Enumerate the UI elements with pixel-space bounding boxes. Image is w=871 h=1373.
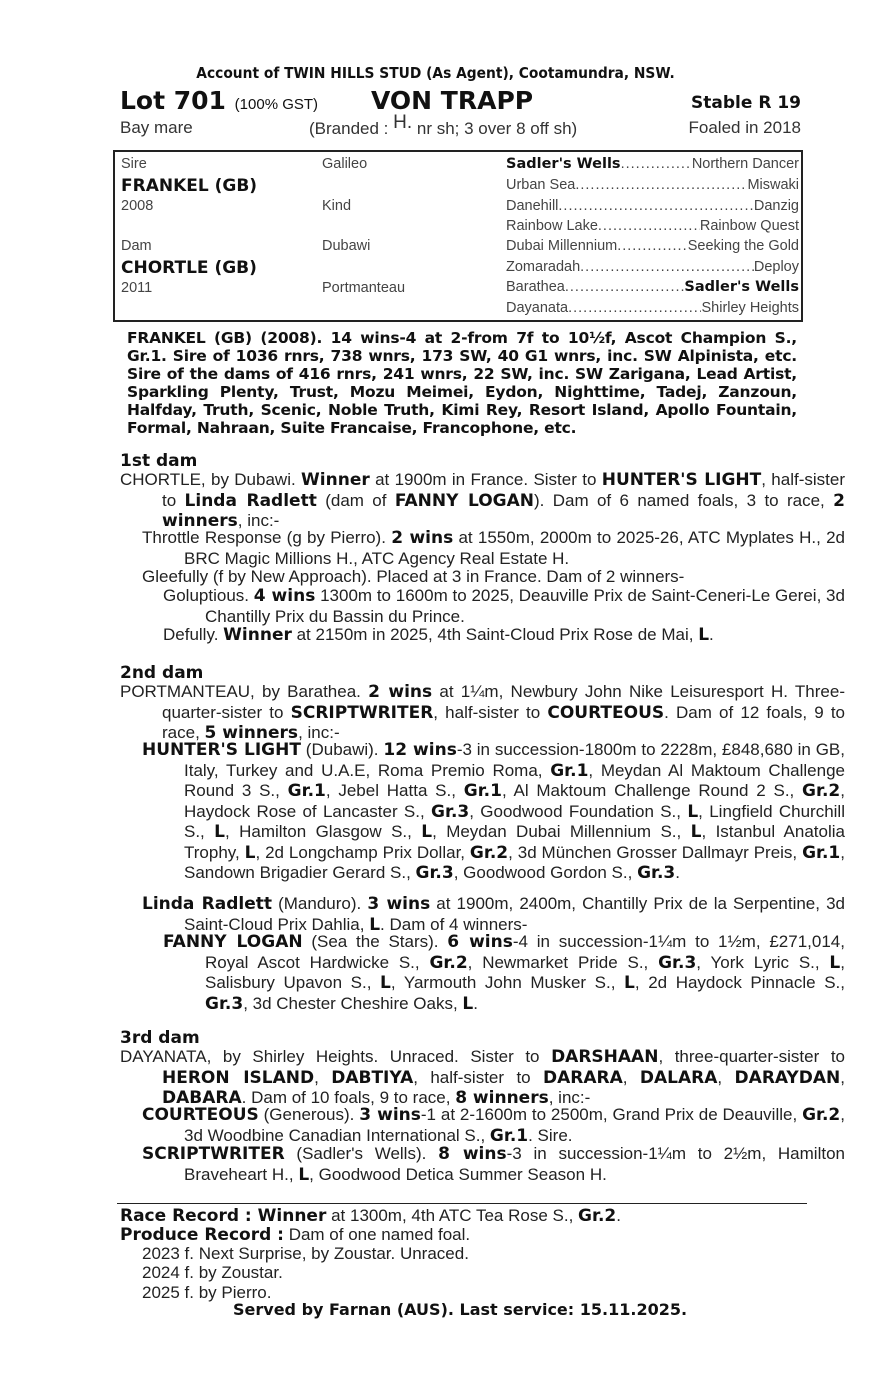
t: ,: [717, 1067, 735, 1087]
t: DABTIYA: [331, 1067, 414, 1088]
gen2-sire-sire: Galileo: [322, 156, 368, 172]
t: , Al Maktoum Challenge Round 2 S.,: [501, 781, 803, 800]
t: .: [709, 625, 714, 644]
gen3-left: Dubai Millennium: [506, 238, 618, 254]
brand-mark: H.: [393, 112, 413, 133]
pedigree-table: [113, 150, 803, 322]
gen3-left: Rainbow Lake: [506, 218, 598, 234]
sire-summary: FRANKEL (GB) (2008). 14 wins-4 at 2-from 7f to 10½f, Ascot Champion S., Gr.1. Sire of 1036 rnrs, 738 wnrs, 173 SW, 40 G1 wnrs, inc. SW Alpinista, etc. Sire of the dams of 416 rnrs, 241 wnrs, 22 SW, inc. SW Zarigana, Lead Artist, Sparkling Plenty, Trust, Mozu Meimei, Eydon, Nighttime, Tadej, Zanzoun, Halfday, Truth, Scenic, Noble Truth, Kimi Rey, Resort Island, Apollo Fountain, Formal, Nahraan, Suite Francaise, Francophone, etc.: [127, 329, 797, 437]
gen3-right: Miswaki: [747, 177, 799, 193]
produce-item: 2024 f. by Zoustar.: [142, 1263, 283, 1282]
t: Gr.2: [429, 952, 468, 973]
t: , Meydan Dubai Millennium S.,: [432, 822, 691, 841]
brand-info: [309, 112, 578, 140]
first-dam-foal: [142, 567, 803, 587]
gen3-row: [506, 156, 799, 172]
third-dam-foal: [142, 1144, 845, 1185]
t: , half-sister to: [413, 1067, 544, 1087]
t: at 2150m in 2025, 4th Saint-Cloud Prix Rose de Mai,: [291, 625, 699, 644]
t: , Salisbury Upavon S.,: [205, 952, 845, 992]
gen3-right: Seeking the Gold: [687, 238, 799, 254]
t: , 3d Woodbine Canadian International S.,: [184, 1105, 845, 1145]
foaled-year: Foaled in 2018: [688, 118, 801, 137]
t: L: [690, 822, 702, 842]
t: DALARA: [639, 1067, 718, 1088]
t: Gr.2: [802, 1105, 841, 1125]
t: Gleefully (f by New Approach). Placed at 3 in France. Dam of 2 winners-: [142, 567, 685, 586]
t: . Dam of 10 foals, 9 to race,: [241, 1088, 456, 1107]
produce-record-label: Produce Record :: [120, 1225, 284, 1245]
t: , 2d Haydock Pinnacle S.,: [634, 973, 845, 992]
t: ). Dam of 6 named foals, 3 to race,: [533, 490, 834, 510]
t: at 1¼m, Newbury John Nike Leisuresport H. Three-quarter-sister to: [162, 682, 845, 722]
gen2-dam-sire: Dubawi: [322, 238, 371, 254]
t: Gr.1: [802, 842, 841, 863]
t: at 1550m, 2000m to 2025-26, ATC Myplates H., 2d BRC Magic Millions H., ATC Agency Real Estate H.: [184, 528, 845, 568]
lot-label: Lot 701: [120, 86, 226, 115]
gen2-dam-dam: Portmanteau: [322, 280, 406, 296]
grandfoal: [163, 932, 845, 1014]
t: (Manduro).: [272, 894, 368, 913]
t: PORTMANTEAU, by Barathea.: [120, 682, 369, 701]
t: Gr.1: [489, 1125, 529, 1146]
t: L: [421, 822, 433, 842]
gen3-left: Barathea: [506, 279, 565, 295]
t: , 3d München Grosser Dallmayr Preis,: [508, 842, 803, 862]
t: (Generous).: [258, 1105, 360, 1124]
t: L: [687, 801, 699, 822]
t: DARAYDAN: [734, 1067, 841, 1088]
second-dam-paragraph: [120, 682, 845, 744]
first-dam-heading: 1st dam: [120, 451, 198, 471]
t: , Goodwood Detica Summer Season H.: [309, 1164, 607, 1184]
t: Goluptious.: [163, 586, 254, 605]
t: , Jebel Hatta S.,: [325, 781, 464, 800]
third-dam-heading: 3rd dam: [120, 1028, 200, 1048]
first-dam-paragraph: [120, 470, 845, 532]
t: , Lingfield Churchill S.,: [184, 801, 845, 841]
t: (Sadler's Wells).: [284, 1144, 439, 1163]
t: 6 wins: [447, 932, 513, 952]
t: . Dam of 12 foals, 9 to race,: [162, 702, 845, 742]
gen3-left: Zomaradah: [506, 259, 581, 275]
t: 5 winners: [204, 723, 299, 743]
brand-post: nr sh; 3 over 8 off sh): [416, 119, 578, 138]
gen3-left: Danehill: [506, 198, 559, 214]
t: SCRIPTWRITER: [142, 1144, 285, 1164]
t: Winner: [223, 625, 292, 645]
gen3-right: Shirley Heights: [701, 300, 799, 316]
t: Defully.: [163, 625, 224, 644]
gen3-right: Rainbow Quest: [699, 218, 799, 234]
t: L: [298, 1164, 310, 1185]
t: FANNY LOGAN: [394, 490, 534, 511]
t: L: [829, 952, 841, 973]
race-record: [120, 1206, 621, 1226]
t: , Newmarket Pride S.,: [467, 952, 659, 972]
t: Gr.3: [637, 863, 676, 883]
t: HERON ISLAND: [162, 1067, 315, 1088]
t: (Dubawi).: [300, 740, 384, 759]
t: 4 wins: [253, 586, 316, 606]
t: Gr.1: [550, 760, 589, 781]
sex-colour: Bay mare: [120, 118, 193, 137]
gen3-row: [506, 218, 799, 234]
t: ,: [840, 1067, 845, 1087]
t: DABARA: [162, 1088, 242, 1108]
horse-name: VON TRAPP: [371, 86, 534, 115]
t: 3 wins: [359, 1105, 421, 1125]
second-dam-foal: [142, 740, 845, 884]
sire-label: Sire: [121, 156, 147, 172]
t: 8 winners: [455, 1088, 549, 1108]
gen3-row: [506, 259, 799, 275]
gen3-row: [506, 279, 799, 295]
t: CHORTLE, by Dubawi.: [120, 470, 302, 489]
t: .: [675, 863, 680, 882]
t: Gr.2: [578, 1206, 617, 1226]
first-dam-foal: [142, 528, 845, 568]
t: HUNTER'S LIGHT: [142, 740, 301, 760]
t: -3 in succession-1800m to 2228m, £848,680 in GB, Italy, Turkey and U.A.E, Roma Premio Roma,: [184, 740, 845, 780]
grandfoal: [163, 625, 803, 646]
t: at 1300m, 4th ATC Tea Rose S.,: [326, 1206, 579, 1225]
third-dam-paragraph: [120, 1047, 845, 1109]
t: Dam of one named foal.: [283, 1225, 471, 1244]
t: Gr.3: [415, 863, 454, 883]
t: ,: [622, 1067, 640, 1087]
t: L: [380, 973, 391, 993]
t: Gr.1: [463, 781, 502, 801]
service-note: Served by Farnan (AUS). Last service: 15.11.2025.: [233, 1300, 688, 1319]
t: Linda Radlett: [142, 894, 273, 914]
t: HUNTER'S LIGHT: [601, 470, 762, 490]
t: L: [462, 993, 474, 1014]
t: (dam of: [316, 490, 395, 510]
t: at 1900m, 2400m, Chantilly Prix de la Serpentine, 3d Saint-Cloud Prix Dahlia,: [184, 894, 845, 934]
t: , 3d Chester Cheshire Oaks,: [243, 993, 463, 1013]
dam-name: CHORTLE (GB): [121, 258, 257, 278]
t: , 2d Longchamp Prix Dollar,: [255, 842, 470, 862]
lot-number: [120, 86, 318, 115]
t: COURTEOUS: [547, 702, 665, 723]
gen3-right: Deploy: [753, 259, 799, 275]
t: Throttle Response (g by Pierro).: [142, 528, 392, 547]
second-dam-heading: 2nd dam: [120, 663, 204, 683]
t: Winner: [301, 470, 370, 490]
stable-number: Stable R 19: [691, 93, 801, 113]
t: , inc:-: [298, 723, 340, 742]
t: 2 winners: [162, 490, 845, 531]
gen3-right: Danzig: [753, 198, 799, 214]
gen3-left: Dayanata: [506, 300, 569, 316]
t: Gr.2: [802, 781, 841, 801]
produce-item: 2023 f. Next Surprise, by Zoustar. Unraced.: [142, 1244, 469, 1263]
t: L: [624, 973, 635, 993]
t: , Sandown Brigadier Gerard S.,: [184, 842, 845, 882]
t: . Dam of 4 winners-: [380, 914, 528, 934]
t: , half-sister to: [162, 470, 845, 510]
t: Gr.3: [431, 801, 470, 822]
t: 2 wins: [391, 528, 454, 548]
produce-record: [120, 1225, 470, 1245]
gen3-row: [506, 198, 799, 214]
sire-year: 2008: [121, 198, 154, 214]
t: 3 wins: [367, 894, 431, 914]
t: 1300m to 1600m to 2025, Deauville Prix de Saint-Ceneri-Le Gerei, 3d Chantilly Prix du Bassin du Prince.: [205, 586, 845, 626]
t: SCRIPTWRITER: [290, 702, 434, 723]
gen3-row: [506, 238, 799, 254]
t: .: [473, 993, 478, 1013]
t: L: [369, 914, 381, 935]
t: COURTEOUS: [142, 1105, 259, 1125]
t: Gr.2: [469, 842, 509, 863]
t: Linda Radlett: [184, 490, 317, 511]
t: , Istanbul Anatolia Trophy,: [184, 822, 845, 862]
sire-name: FRANKEL (GB): [121, 176, 258, 196]
gen3-left: Sadler's Wells: [506, 156, 621, 172]
t: -4 in succession-1¼m to 1½m, £271,014, Royal Ascot Hardwicke S.,: [205, 932, 845, 972]
t: , Goodwood Gordon S.,: [453, 863, 638, 882]
t: Gr.3: [658, 952, 697, 973]
t: , York Lyric S.,: [696, 952, 830, 972]
gen3-row: [506, 177, 799, 193]
gen3-right: Northern Dancer: [691, 156, 799, 172]
race-record-label: Race Record : Winner: [120, 1206, 327, 1226]
gen2-sire-dam: Kind: [322, 198, 352, 214]
dam-year: 2011: [121, 280, 153, 296]
gen3-row: [506, 300, 799, 316]
t: , Hamilton Glasgow S.,: [225, 822, 422, 841]
account-line: Account of TWIN HILLS STUD (As Agent), Cootamundra, NSW.: [196, 64, 675, 82]
t: , inc:-: [548, 1088, 591, 1107]
t: .: [616, 1206, 621, 1225]
divider: [117, 1203, 807, 1204]
t: -3 in succession-1¼m to 2½m, Hamilton Braveheart H.,: [184, 1144, 845, 1184]
gst-note: (100% GST): [234, 96, 319, 113]
gen3-right: Sadler's Wells: [684, 279, 799, 295]
t: at 1900m in France. Sister to: [369, 470, 602, 489]
t: L: [214, 822, 226, 842]
t: (Sea the Stars).: [302, 932, 448, 951]
produce-item: 2025 f. by Pierro.: [142, 1283, 272, 1302]
t: , Goodwood Foundation S.,: [469, 801, 688, 821]
t: , Haydock Rose of Lancaster S.,: [184, 781, 845, 821]
t: ,: [314, 1067, 332, 1087]
t: , half-sister to: [433, 702, 548, 722]
t: 8 wins: [438, 1144, 507, 1164]
t: , inc:-: [237, 511, 280, 530]
t: Gr.3: [205, 993, 244, 1014]
t: 2 wins: [368, 682, 433, 702]
dam-label: Dam: [121, 238, 152, 254]
t: , Yarmouth John Musker S.,: [390, 973, 625, 992]
t: . Sire.: [528, 1125, 573, 1145]
t: L: [698, 625, 710, 645]
grandfoal: [163, 586, 845, 626]
t: 12 wins: [383, 740, 457, 760]
third-dam-foal: [142, 1105, 845, 1146]
t: , three-quarter-sister to: [658, 1047, 845, 1066]
gen3-left: Urban Sea: [506, 177, 576, 193]
t: L: [244, 842, 256, 863]
t: DARARA: [543, 1067, 623, 1088]
t: -1 at 2-1600m to 2500m, Grand Prix de Deauville,: [420, 1105, 803, 1124]
t: Gr.1: [287, 781, 326, 801]
t: DAYANATA, by Shirley Heights. Unraced. Sister to: [120, 1047, 552, 1066]
t: DARSHAAN: [551, 1047, 659, 1067]
t: FANNY LOGAN: [163, 932, 303, 952]
t: , Meydan Al Maktoum Challenge Round 3 S.,: [184, 760, 845, 800]
second-dam-foal: [142, 894, 845, 935]
brand-pre: (Branded :: [309, 119, 389, 138]
